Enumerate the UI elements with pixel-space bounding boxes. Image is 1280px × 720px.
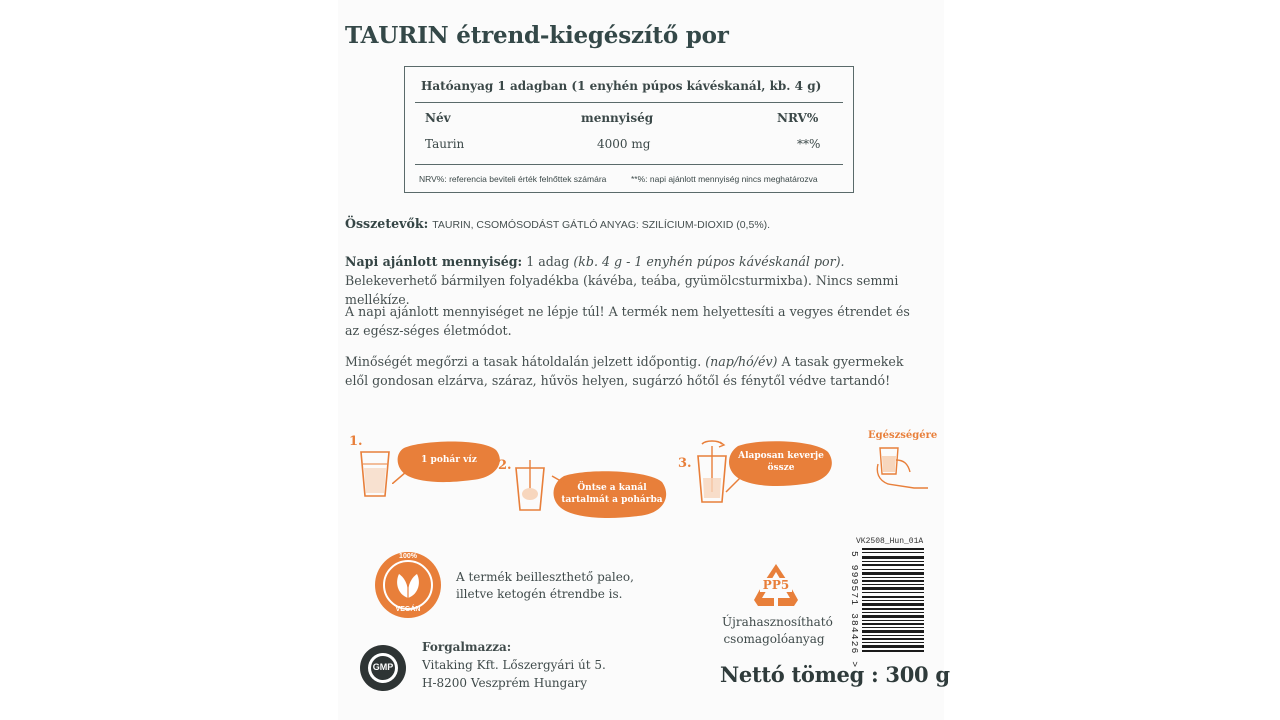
dosage bbox=[345, 252, 917, 309]
hand-glass-icon bbox=[874, 444, 930, 490]
row-amount: 4000 mg bbox=[597, 137, 651, 151]
recycle-code: PP5 bbox=[760, 578, 792, 592]
gmp-center: GMP bbox=[372, 662, 394, 672]
paleo-text bbox=[456, 569, 634, 603]
storage-italic: (nap/hó/év) bbox=[705, 354, 778, 369]
barcode-code: VK2508_Hun_01A bbox=[856, 537, 924, 546]
step-3-label-line2: össze bbox=[767, 463, 795, 473]
glass-water-icon bbox=[355, 448, 395, 500]
dosage-label: Napi ajánlott mennyiség: bbox=[345, 254, 523, 269]
ingredients-label: Összetevők: bbox=[345, 216, 429, 231]
ingredients-text: TAURIN, CSOMÓSODÁST GÁTLÓ ANYAG: SZILÍCIUM-DIOXID (0,5%). bbox=[432, 219, 771, 231]
barcode-digits: 5 999571 384426 > bbox=[849, 551, 860, 669]
step-3-number: 3. bbox=[678, 456, 692, 471]
net-weight: Nettó tömeg : 300 g bbox=[720, 662, 950, 687]
column-header-amount: mennyiség bbox=[581, 111, 654, 125]
storage-text-a: Minőségét megőrzi a tasak hátoldalán jelzett időpontig. bbox=[345, 354, 706, 369]
footnote-nrv-undefined: **%: napi ajánlott mennyiség nincs meghatározva bbox=[631, 174, 818, 184]
dosage-text-b: Belekeverhető bármilyen folyadékba (kávéba, teába, gyümölcsturmixba). Nincs semmi mellékíze. bbox=[345, 273, 899, 307]
recycle-line1: Újrahasznosítható bbox=[722, 615, 833, 629]
product-title: TAURIN étrend-kiegészítő por bbox=[345, 22, 729, 49]
step-1-number: 1. bbox=[349, 434, 363, 449]
warning-text: A napi ajánlott mennyiséget ne lépje túl! A termék nem helyettesíti a vegyes étrendet és az egész-séges életmódot. bbox=[345, 304, 910, 338]
column-header-nrv: NRV% bbox=[777, 111, 819, 125]
paleo-line2: illetve ketogén étrendbe is. bbox=[456, 587, 623, 601]
step-2-label bbox=[560, 482, 664, 506]
nutrition-header: Hatóanyag 1 adagban (1 enyhén púpos kávéskanál, kb. 4 g) bbox=[421, 79, 822, 93]
storage bbox=[345, 352, 930, 390]
barcode-icon bbox=[862, 548, 924, 652]
vegan-badge-bottom: VEGÁN bbox=[395, 606, 421, 613]
recycle-line2: csomagolóanyag bbox=[723, 632, 825, 646]
step-2-number: 2. bbox=[498, 458, 512, 473]
distributor bbox=[422, 638, 606, 692]
row-name: Taurin bbox=[425, 137, 465, 151]
step-3-label-line1: Alaposan keverje bbox=[738, 451, 824, 461]
dosage-text-a: 1 adag bbox=[522, 254, 574, 269]
paleo-line1: A termék beilleszthető paleo, bbox=[456, 570, 634, 584]
row-nrv: **% bbox=[797, 137, 821, 151]
recycle-text bbox=[722, 614, 833, 648]
cheers-text: Egészségére bbox=[868, 430, 938, 441]
nutrition-table bbox=[404, 66, 854, 193]
column-header-name: Név bbox=[425, 111, 451, 125]
dosage-italic: (kb. 4 g - 1 enyhén púpos kávéskanál por). bbox=[573, 254, 845, 269]
distributor-label: Forgalmazza: bbox=[422, 640, 512, 654]
footnote-nrv: NRV%: referencia beviteli érték felnőttek számára bbox=[419, 174, 607, 184]
ingredients bbox=[345, 214, 925, 235]
step-2-label-line2: tartalmát a pohárba bbox=[561, 495, 663, 505]
distributor-line1: Vitaking Kft. Lőszergyári út 5. bbox=[422, 658, 606, 672]
vegan-badge-top: 100% bbox=[399, 553, 417, 560]
distributor-line2: H-8200 Veszprém Hungary bbox=[422, 676, 588, 690]
storage-text-b: A tasak gyermekek elől gondosan elzárva, száraz, hűvös helyen, sugárzó hőtől és fénytől védve tartandó! bbox=[345, 354, 904, 388]
step-2-label-line1: Öntse a kanál bbox=[577, 483, 647, 493]
step-1-label: 1 pohár víz bbox=[421, 455, 477, 465]
nutrition-divider bbox=[415, 102, 843, 103]
nutrition-divider bbox=[415, 164, 843, 165]
step-3-label bbox=[734, 450, 828, 474]
glass-powder-icon bbox=[510, 460, 550, 512]
